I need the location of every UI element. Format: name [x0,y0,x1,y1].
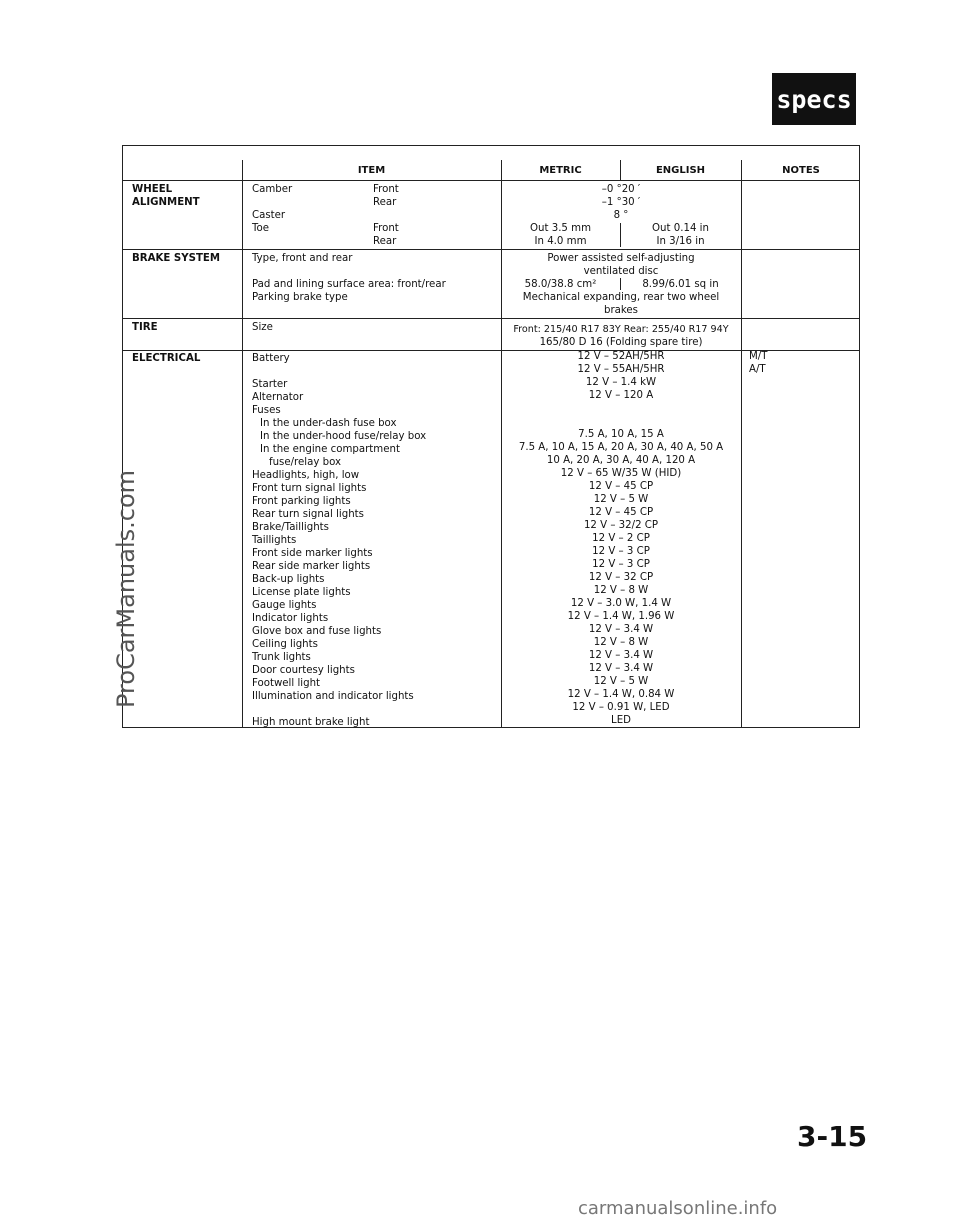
item-front-parking: Front parking lights [252,496,351,507]
item-brake-tail: Brake/Taillights [252,522,329,533]
specs-badge: specs [772,73,856,125]
group-electrical: ELECTRICAL [132,353,201,364]
value-battery-mt: 12 V – 52AH/5HR [577,351,665,362]
value-front-turn: 12 V – 45 CP [588,481,654,492]
item-fuses-underdash: In the under-dash fuse box [260,418,397,429]
group-tire: TIRE [132,322,158,333]
value-pad-english: 8.99/6.01 sq in [642,279,719,290]
value-toe-rear-metric: In 4.0 mm [534,236,587,247]
value-illumination: 12 V – 1.4 W, 0.84 W [567,689,675,700]
value-brake-tail: 12 V – 32/2 CP [583,520,659,531]
item-brake-type: Type, front and rear [252,253,353,264]
value-camber-rear: –1 °30 ′ [601,197,641,208]
item-indicator: Indicator lights [252,613,329,624]
value-battery-at: 12 V – 55AH/5HR [577,364,665,375]
item-fuses-engine-2: fuse/relay box [269,457,342,468]
value-front-parking: 12 V – 5 W [593,494,649,505]
item-taillights: Taillights [252,535,297,546]
header-english: ENGLISH [655,165,706,176]
value-alternator: 12 V – 120 A [588,390,654,401]
item-high-mount: High mount brake light [252,717,370,728]
value-indicator: 12 V – 1.4 W, 1.96 W [567,611,675,622]
note-mt: M/T [749,351,768,362]
group-brake: BRAKE SYSTEM [132,253,220,264]
bottom-watermark: carmanualsonline.info [578,1198,778,1219]
sub-camber-rear: Rear [373,197,397,208]
item-fuses-underhood: In the under-hood fuse/relay box [260,431,427,442]
item-rear-turn: Rear turn signal lights [252,509,364,520]
item-footwell: Footwell light [252,678,321,689]
item-pad-area: Pad and lining surface area: front/rear [252,279,446,290]
item-alternator: Alternator [252,392,304,403]
item-front-side-marker: Front side marker lights [252,548,373,559]
value-backup: 12 V – 32 CP [588,572,654,583]
sub-toe-rear: Rear [373,236,397,247]
value-license: 12 V – 8 W [593,585,649,596]
value-gauge: 12 V – 3.0 W, 1.4 W [570,598,672,609]
value-front-side-marker: 12 V – 3 CP [592,546,650,557]
value-caster: 8 ° [613,210,629,221]
item-camber: Camber [252,184,293,195]
value-trunk: 12 V – 3.4 W [588,650,654,661]
value-fuses-engine: 10 A, 20 A, 30 A, 40 A, 120 A [546,455,696,466]
value-brake-type-1: Power assisted self-adjusting [547,253,695,264]
item-starter: Starter [252,379,288,390]
col-divider-english [741,160,742,728]
value-taillights: 12 V – 2 CP [592,533,650,544]
header-rule [123,180,859,181]
item-license: License plate lights [252,587,351,598]
value-pad-metric: 58.0/38.8 cm² [524,279,597,290]
item-trunk: Trunk lights [252,652,311,663]
value-toe-rear-english: In 3/16 in [656,236,705,247]
sub-camber-front: Front [373,184,399,195]
group-wheel-1: WHEEL [132,184,173,195]
value-parking-2: brakes [603,305,638,316]
item-door-courtesy: Door courtesy lights [252,665,355,676]
item-battery: Battery [252,353,290,364]
header-metric: METRIC [539,165,582,176]
value-brake-type-2: ventilated disc [583,266,659,277]
header-item: ITEM [357,165,386,176]
header-notes: NOTES [782,165,820,176]
item-parking-brake: Parking brake type [252,292,348,303]
sub-toe-front: Front [373,223,399,234]
value-high-mount-2: LED [611,715,631,726]
group-wheel-2: ALIGNMENT [132,197,200,208]
note-at: A/T [749,364,766,375]
side-watermark: ProCarManuals.com [112,469,140,708]
value-fuses-underhood: 7.5 A, 10 A, 15 A, 20 A, 30 A, 40 A, 50 A [518,442,724,453]
item-illumination: Illumination and indicator lights [252,691,414,702]
col-divider-group [242,160,243,728]
item-backup: Back-up lights [252,574,325,585]
value-ceiling: 12 V – 8 W [593,637,649,648]
value-starter: 12 V – 1.4 kW [585,377,657,388]
value-toe-front-metric: Out 3.5 mm [530,223,591,234]
value-tire-1: Front: 215/40 R17 83Y Rear: 255/40 R17 94Y [513,324,729,335]
page-number: 3-15 [797,1120,868,1153]
item-front-turn: Front turn signal lights [252,483,367,494]
item-fuses: Fuses [252,405,281,416]
row-rule-wheel [123,249,859,250]
item-gauge: Gauge lights [252,600,317,611]
value-toe-front-english: Out 0.14 in [652,223,709,234]
value-tire-2: 165/80 D 16 (Folding spare tire) [539,337,703,348]
value-parking-1: Mechanical expanding, rear two wheel [522,292,720,303]
item-headlights: Headlights, high, low [252,470,360,481]
item-glovebox: Glove box and fuse lights [252,626,382,637]
value-rear-side-marker: 12 V – 3 CP [592,559,650,570]
value-rear-turn: 12 V – 45 CP [588,507,654,518]
value-glovebox: 12 V – 3.4 W [588,624,654,635]
value-headlights: 12 V – 65 W/35 W (HID) [560,468,682,479]
item-ceiling: Ceiling lights [252,639,318,650]
item-fuses-engine: In the engine compartment [260,444,400,455]
item-toe: Toe [252,223,269,234]
value-footwell: 12 V – 5 W [593,676,649,687]
value-fuses-underdash: 7.5 A, 10 A, 15 A [578,429,664,440]
value-high-mount-1: 12 V – 0.91 W, LED [572,702,670,713]
row-rule-brake [123,318,859,319]
item-caster: Caster [252,210,286,221]
item-rear-side-marker: Rear side marker lights [252,561,371,572]
value-camber-front: –0 °20 ′ [601,184,641,195]
spec-table [122,145,860,728]
value-door-courtesy: 12 V – 3.4 W [588,663,654,674]
item-tire-size: Size [252,322,273,333]
